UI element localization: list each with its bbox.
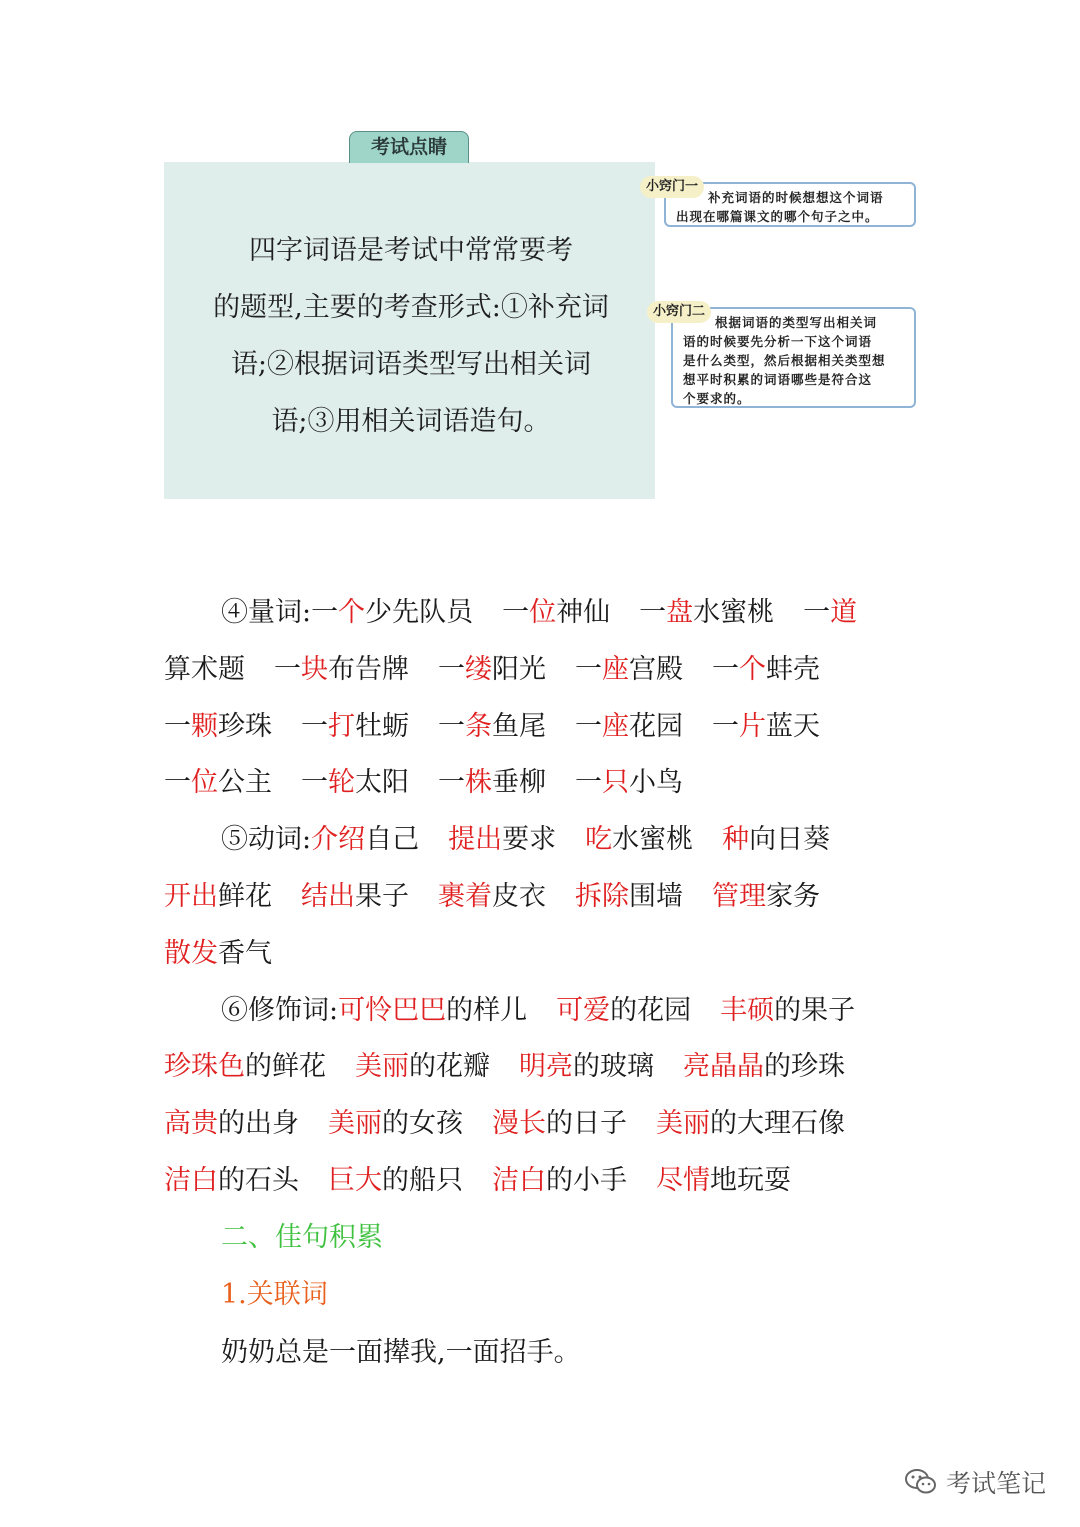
word-item [164, 1051, 326, 1082]
word-part: 一 [438, 653, 465, 685]
keyword: 散发 [164, 937, 218, 969]
word-part: 一 [164, 767, 191, 799]
keyword: 可怜巴巴 [338, 994, 447, 1026]
keyword: 裹着 [438, 880, 492, 912]
word-item [712, 711, 820, 742]
word-item [575, 654, 683, 685]
modifier-line-1 [164, 983, 924, 1040]
keyword: 漫长 [492, 1108, 546, 1140]
quantifier-line-1 [164, 585, 924, 642]
word-item [164, 1165, 299, 1196]
word-part: 蚌壳 [766, 653, 820, 685]
watermark [904, 1462, 1046, 1502]
word-item [164, 938, 272, 969]
word-part: 阳光 [492, 653, 546, 685]
word-part: 水蜜桃 [693, 597, 775, 628]
verb-line-2 [164, 869, 924, 926]
word-item [492, 1108, 627, 1139]
exam-tip-line: 语;③用相关词语造句。 [271, 406, 551, 437]
word-part: 一 [311, 597, 339, 628]
keyword: 洁白 [164, 1164, 218, 1196]
word-part: 的小手 [546, 1164, 627, 1196]
watermark-text: 考试笔记 [945, 1469, 1046, 1498]
word-part: 的大理石像 [710, 1108, 845, 1140]
keyword: 种 [722, 824, 750, 856]
word-part: 的果子 [774, 994, 856, 1026]
tip-line: 出现在哪篇课文的哪个句子之中。 [676, 209, 879, 224]
exam-tip-line: 语;②根据词语类型写出相关词 [230, 349, 592, 380]
word-item [585, 824, 693, 855]
keyword: 管理 [712, 880, 766, 912]
word-item [438, 767, 546, 798]
example-sentence: 奶奶总是一面撵我,一面招手。 [221, 1337, 581, 1369]
word-item [556, 995, 691, 1026]
section-heading: 二、佳句积累 [221, 1221, 383, 1253]
word-part: 的玻璃 [573, 1051, 654, 1083]
word-part: 的珍珠 [764, 1051, 845, 1083]
tip-line: 根据词语的类型写出相关词 [715, 315, 878, 330]
word-part: 宫殿 [629, 653, 683, 685]
word-item [575, 881, 683, 912]
quantifier-line-4 [164, 755, 924, 812]
word-part: 向日葵 [749, 824, 831, 856]
keyword: 条 [465, 710, 492, 742]
word-item [575, 711, 683, 742]
keyword: 吃 [585, 824, 613, 856]
exam-tip-tab: 考试点睛 [349, 131, 469, 163]
word-part: 花园 [629, 710, 683, 742]
word-item [720, 995, 855, 1026]
word-item [438, 711, 546, 742]
word-item [301, 711, 409, 742]
word-part: 珍珠 [218, 710, 272, 742]
subsection-heading: 1.关联词 [221, 1278, 328, 1310]
keyword: 个 [739, 653, 766, 685]
keyword: 美丽 [656, 1108, 710, 1140]
word-part: 一 [502, 597, 530, 628]
keyword: 轮 [328, 767, 355, 799]
word-part: 一 [575, 653, 602, 685]
word-item [639, 597, 774, 628]
word-item [448, 824, 556, 855]
word-part: 一 [438, 710, 465, 742]
verb-line-3 [164, 926, 924, 983]
keyword: 尽情 [656, 1164, 710, 1196]
word-part: 算术题 [164, 653, 245, 685]
keyword: 美丽 [355, 1051, 409, 1083]
word-item [492, 1165, 627, 1196]
word-item [274, 654, 409, 685]
word-part: 要求 [502, 824, 557, 856]
word-part: 一 [301, 767, 328, 799]
keyword: 颗 [191, 710, 218, 742]
word-item [803, 597, 857, 628]
word-part: 的样儿 [446, 994, 528, 1026]
quantifier-line-2 [164, 642, 924, 699]
keyword: 提出 [448, 824, 503, 856]
word-item [502, 597, 610, 628]
keyword: 洁白 [492, 1164, 546, 1196]
quantifier-line-3 [164, 699, 924, 756]
word-part: 牡蛎 [355, 710, 409, 742]
keyword: 座 [602, 653, 629, 685]
modifier-line-3 [164, 1096, 924, 1153]
keyword: 结出 [301, 880, 355, 912]
word-item [164, 711, 272, 742]
word-part: 的花瓣 [409, 1051, 490, 1083]
keyword: 丰硕 [720, 994, 775, 1026]
word-part: 一 [274, 653, 301, 685]
word-item [311, 597, 473, 628]
word-item [438, 654, 546, 685]
keyword: 块 [301, 653, 328, 685]
word-item [575, 767, 683, 798]
word-part: 布告牌 [328, 653, 409, 685]
word-part: 一 [164, 710, 191, 742]
word-item [164, 1108, 299, 1139]
tip-line: 想平时积累的词语哪些是符合这 [683, 372, 873, 387]
word-part: 神仙 [556, 597, 611, 628]
word-item [328, 1165, 463, 1196]
word-part: 太阳 [355, 767, 409, 799]
word-item [519, 1051, 654, 1082]
word-part: 地玩耍 [710, 1164, 791, 1196]
word-part: 围墙 [629, 880, 683, 912]
tip-one-label: 小窍门一 [640, 176, 704, 198]
keyword: 位 [529, 597, 557, 628]
word-part: 一 [575, 710, 602, 742]
keyword: 介绍 [311, 824, 366, 856]
word-part: 蓝天 [766, 710, 820, 742]
section-prefix: ⑥修饰词: [221, 994, 339, 1026]
section-prefix: ④量词: [221, 597, 312, 628]
word-part: 一 [803, 597, 831, 628]
word-item [301, 767, 409, 798]
word-part: 香气 [218, 937, 272, 969]
keyword: 个 [338, 597, 366, 628]
word-item [311, 824, 419, 855]
keyword: 美丽 [328, 1108, 382, 1140]
tip-line: 补充词语的时候想想这个词语 [708, 190, 884, 205]
exam-tip-line: 的题型,主要的考查形式:①补充词 [213, 292, 609, 323]
word-part: 一 [575, 767, 602, 799]
word-item [683, 1051, 845, 1082]
word-part: 一 [438, 767, 465, 799]
tip-two-label: 小窍门二 [647, 301, 711, 323]
keyword: 拆除 [575, 880, 629, 912]
word-part: 少先队员 [365, 597, 474, 628]
word-part: 的女孩 [382, 1108, 463, 1140]
tip-line: 是什么类型，然后根据相关类型想 [683, 353, 886, 368]
modifier-line-2 [164, 1039, 924, 1096]
word-part: 水蜜桃 [612, 824, 694, 856]
word-item [722, 824, 830, 855]
tip-line: 个要求的。 [683, 391, 751, 406]
word-part: 一 [639, 597, 667, 628]
word-part: 自己 [365, 824, 420, 856]
keyword: 打 [328, 710, 355, 742]
word-part: 的鲜花 [245, 1051, 326, 1083]
keyword: 巨大 [328, 1164, 382, 1196]
word-part: 一 [712, 710, 739, 742]
keyword: 缕 [465, 653, 492, 685]
word-item [301, 881, 409, 912]
keyword: 位 [191, 767, 218, 799]
word-part: 的日子 [546, 1108, 627, 1140]
word-part: 鲜花 [218, 880, 272, 912]
tip-line: 语的时候要先分析一下这个词语 [683, 334, 873, 349]
word-item [328, 1108, 463, 1139]
word-part: 垂柳 [492, 767, 546, 799]
word-item [164, 881, 272, 912]
keyword: 开出 [164, 880, 218, 912]
keyword: 可爱 [556, 994, 611, 1026]
keyword: 道 [830, 597, 858, 628]
word-part: 果子 [355, 880, 409, 912]
word-item [712, 881, 820, 912]
word-part: 家务 [766, 880, 820, 912]
keyword: 珍珠色 [164, 1051, 245, 1083]
word-item [164, 654, 245, 685]
keyword: 株 [465, 767, 492, 799]
modifier-line-4 [164, 1153, 924, 1210]
word-part: 一 [301, 710, 328, 742]
word-part: 一 [712, 653, 739, 685]
word-part: 公主 [218, 767, 272, 799]
word-lists [164, 585, 924, 1382]
keyword: 明亮 [519, 1051, 573, 1083]
word-part: 鱼尾 [492, 710, 546, 742]
keyword: 亮晶晶 [683, 1051, 764, 1083]
word-part: 小鸟 [629, 767, 683, 799]
word-item [355, 1051, 490, 1082]
tip-two-box [671, 307, 916, 408]
wechat-icon [904, 1467, 938, 1497]
word-item [712, 654, 820, 685]
word-item [656, 1165, 791, 1196]
keyword: 片 [739, 710, 766, 742]
word-item [338, 995, 527, 1026]
exam-tip-text [196, 222, 626, 450]
word-part: 的石头 [218, 1164, 299, 1196]
keyword: 座 [602, 710, 629, 742]
word-part: 的花园 [610, 994, 692, 1026]
exam-tip-line: 四字词语是考试中常常要考 [249, 235, 573, 266]
word-item [438, 881, 546, 912]
keyword: 盘 [666, 597, 694, 628]
verb-line-1 [164, 812, 924, 869]
keyword: 高贵 [164, 1108, 218, 1140]
word-part: 的船只 [382, 1164, 463, 1196]
section-prefix: ⑤动词: [221, 824, 312, 856]
word-item [164, 767, 272, 798]
word-part: 皮衣 [492, 880, 546, 912]
word-part: 的出身 [218, 1108, 299, 1140]
word-item [656, 1108, 845, 1139]
keyword: 只 [602, 767, 629, 799]
